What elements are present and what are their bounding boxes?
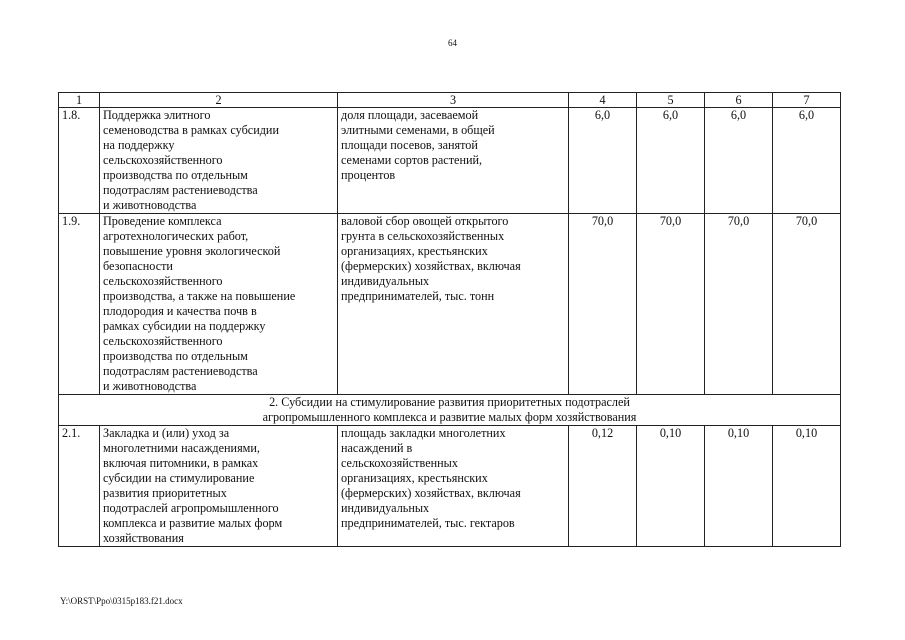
section-row: [59, 395, 841, 426]
indicator-cell: доля площади, засеваемой элитными семенами, в общей площади посевов, занятой семенами сортов растений, процентов: [338, 108, 569, 214]
row-number: 2.1.: [59, 426, 100, 547]
value-cell: 6,0: [773, 108, 841, 214]
indicator-cell: площадь закладки многолетних насаждений в сельскохозяйственных организациях, крестьянских (фермерских) хозяйствах, включая индивидуальных предпринимателей, тыс. гектаров: [338, 426, 569, 547]
value-cell: 6,0: [705, 108, 773, 214]
column-header: 4: [569, 93, 637, 108]
row-number: 1.8.: [59, 108, 100, 214]
table-row: [59, 214, 841, 395]
value-cell: 0,10: [773, 426, 841, 547]
indicator-cell: валовой сбор овощей открытого грунта в сельскохозяйственных организациях, крестьянских (фермерских) хозяйствах, включая индивидуальных предпринимателей, тыс. тонн: [338, 214, 569, 395]
value-cell: 70,0: [637, 214, 705, 395]
measure-cell: Закладка и (или) уход за многолетними насаждениями, включая питомники, в рамках субсидии на стимулирование развития приоритетных подотраслей агропромышленного комплекса и развитие малых форм хозяйствования: [100, 426, 338, 547]
value-cell: 6,0: [637, 108, 705, 214]
column-header: 5: [637, 93, 705, 108]
table-header-row: [59, 93, 841, 108]
value-cell: 0,10: [705, 426, 773, 547]
measure-cell: Проведение комплекса агротехнологических работ, повышение уровня экологической безопасности сельскохозяйственного производства, а также на повышение плодородия и качества почв в рамках субсидии на поддержку сельскохозяйственного производства по отдельным подотраслям растениеводства и животноводства: [100, 214, 338, 395]
indicators-table: [58, 92, 841, 547]
table-row: [59, 426, 841, 547]
value-cell: 0,12: [569, 426, 637, 547]
value-cell: 70,0: [569, 214, 637, 395]
column-header: 2: [100, 93, 338, 108]
column-header: 6: [705, 93, 773, 108]
column-header: 7: [773, 93, 841, 108]
column-header: 1: [59, 93, 100, 108]
page-number: 64: [448, 38, 457, 48]
value-cell: 70,0: [705, 214, 773, 395]
section-title: 2. Субсидии на стимулирование развития приоритетных подотраслей агропромышленного комплекса и развитие малых форм хозяйствования: [59, 395, 841, 426]
measure-cell: Поддержка элитного семеноводства в рамках субсидии на поддержку сельскохозяйственного производства по отдельным подотраслям растениеводства и животноводства: [100, 108, 338, 214]
footer-file-path: Y:\ORST\Ppo\0315p183.f21.docx: [60, 596, 183, 606]
value-cell: 70,0: [773, 214, 841, 395]
table-row: [59, 108, 841, 214]
column-header: 3: [338, 93, 569, 108]
value-cell: 0,10: [637, 426, 705, 547]
row-number: 1.9.: [59, 214, 100, 395]
value-cell: 6,0: [569, 108, 637, 214]
